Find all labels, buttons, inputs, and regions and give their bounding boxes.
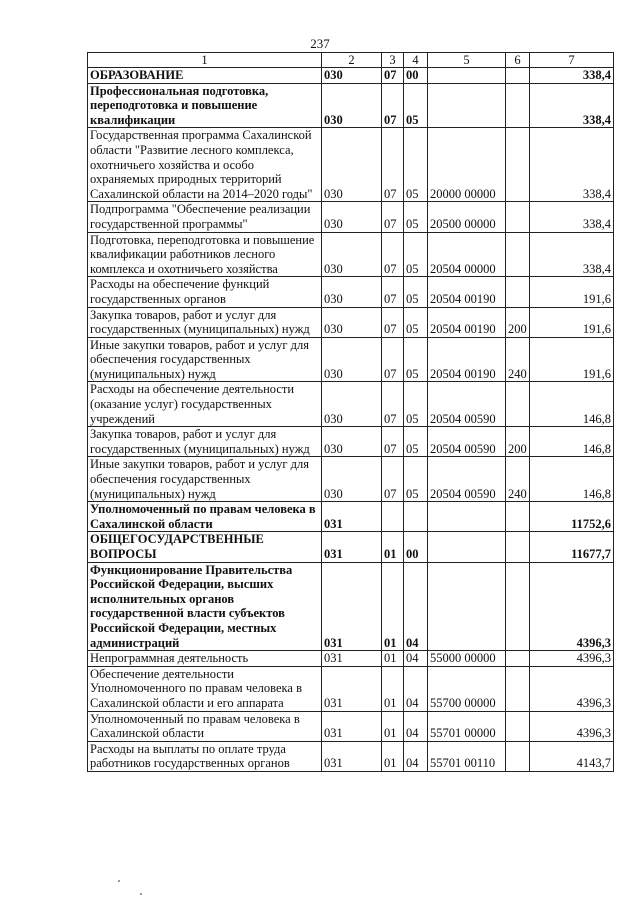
row-code-target: 55701 00110	[428, 741, 506, 771]
row-code-target: 20500 00000	[428, 202, 506, 232]
row-amount: 338,4	[530, 83, 614, 128]
row-code-section: 01	[382, 711, 404, 741]
row-code-subsection: 04	[404, 741, 428, 771]
row-code-admin: 031	[322, 532, 382, 562]
row-code-subsection	[404, 502, 428, 532]
table-row	[88, 741, 614, 771]
row-code-section: 01	[382, 666, 404, 711]
row-code-expense	[506, 277, 530, 307]
table-row	[88, 457, 614, 502]
row-code-expense	[506, 741, 530, 771]
row-name: Подпрограмма "Обеспечение реализации государственной программы"	[88, 202, 322, 232]
row-code-expense: 200	[506, 307, 530, 337]
row-code-target: 55700 00000	[428, 666, 506, 711]
row-code-section: 07	[382, 83, 404, 128]
row-name: Расходы на обеспечение функций государственных органов	[88, 277, 322, 307]
row-amount: 338,4	[530, 128, 614, 202]
row-code-subsection: 04	[404, 711, 428, 741]
row-code-section: 07	[382, 277, 404, 307]
row-code-admin: 030	[322, 68, 382, 84]
table-row	[88, 277, 614, 307]
row-code-expense	[506, 711, 530, 741]
row-code-target	[428, 502, 506, 532]
row-name: Государственная программа Сахалинской области "Развитие лесного комплекса, охотничьего хозяйства и особо охраняемых природных территорий Сахалинской области на 2014–2020 годы"	[88, 128, 322, 202]
row-code-subsection: 05	[404, 382, 428, 427]
row-amount: 4396,3	[530, 711, 614, 741]
table-row	[88, 427, 614, 457]
row-name: Расходы на обеспечение деятельности (оказание услуг) государственных учреждений	[88, 382, 322, 427]
row-amount: 338,4	[530, 68, 614, 84]
row-code-target: 20000 00000	[428, 128, 506, 202]
row-code-subsection: 05	[404, 457, 428, 502]
row-code-expense	[506, 532, 530, 562]
row-name: Иные закупки товаров, работ и услуг для обеспечения государственных (муниципальных) нужд	[88, 457, 322, 502]
row-code-section: 07	[382, 337, 404, 382]
row-code-target	[428, 68, 506, 84]
row-code-target: 20504 00590	[428, 457, 506, 502]
table-row	[88, 562, 614, 651]
row-code-expense: 240	[506, 457, 530, 502]
row-name: Обеспечение деятельности Уполномоченного по правам человека в Сахалинской области и его аппарата	[88, 666, 322, 711]
table-row	[88, 711, 614, 741]
row-name: ОБРАЗОВАНИЕ	[88, 68, 322, 84]
row-code-section: 01	[382, 562, 404, 651]
row-amount: 4396,3	[530, 651, 614, 667]
row-code-admin: 030	[322, 83, 382, 128]
row-code-section: 07	[382, 457, 404, 502]
row-name: Профессиональная подготовка, переподготовка и повышение квалификации	[88, 83, 322, 128]
row-code-admin: 031	[322, 651, 382, 667]
column-header: 1	[88, 53, 322, 68]
row-code-admin: 030	[322, 427, 382, 457]
budget-table	[87, 52, 614, 772]
table-row	[88, 337, 614, 382]
row-code-subsection: 05	[404, 83, 428, 128]
table-row	[88, 382, 614, 427]
header-row	[88, 53, 614, 68]
column-header: 2	[322, 53, 382, 68]
row-code-admin: 030	[322, 128, 382, 202]
column-header: 5	[428, 53, 506, 68]
row-amount: 191,6	[530, 307, 614, 337]
row-amount: 11752,6	[530, 502, 614, 532]
row-code-subsection: 00	[404, 68, 428, 84]
row-code-expense	[506, 562, 530, 651]
row-code-admin: 030	[322, 307, 382, 337]
row-code-target	[428, 532, 506, 562]
row-code-subsection: 00	[404, 532, 428, 562]
row-code-admin: 031	[322, 502, 382, 532]
row-code-expense	[506, 382, 530, 427]
row-code-target: 55000 00000	[428, 651, 506, 667]
row-code-section: 07	[382, 202, 404, 232]
row-code-admin: 031	[322, 562, 382, 651]
row-code-subsection: 04	[404, 651, 428, 667]
row-code-section: 07	[382, 68, 404, 84]
row-amount: 146,8	[530, 427, 614, 457]
row-code-section: 01	[382, 741, 404, 771]
table-row	[88, 202, 614, 232]
row-code-admin: 030	[322, 202, 382, 232]
table-row	[88, 651, 614, 667]
column-header: 7	[530, 53, 614, 68]
row-code-section: 07	[382, 128, 404, 202]
table-row	[88, 532, 614, 562]
column-header: 3	[382, 53, 404, 68]
row-amount: 338,4	[530, 232, 614, 277]
row-amount: 4143,7	[530, 741, 614, 771]
row-code-subsection: 05	[404, 307, 428, 337]
row-name: Функционирование Правительства Российской Федерации, высших исполнительных органов государственной власти субъектов Российской Федерации, местных администраций	[88, 562, 322, 651]
page-number: 237	[310, 36, 330, 51]
row-code-target	[428, 83, 506, 128]
row-name: Закупка товаров, работ и услуг для государственных (муниципальных) нужд	[88, 307, 322, 337]
row-code-admin: 030	[322, 457, 382, 502]
table-row	[88, 232, 614, 277]
row-code-admin: 030	[322, 232, 382, 277]
row-code-admin: 031	[322, 711, 382, 741]
row-code-section: 07	[382, 232, 404, 277]
column-header: 6	[506, 53, 530, 68]
row-code-target: 20504 00190	[428, 307, 506, 337]
scan-artifact	[140, 893, 142, 895]
table-row	[88, 666, 614, 711]
row-name: ОБЩЕГОСУДАРСТВЕННЫЕ ВОПРОСЫ	[88, 532, 322, 562]
row-code-target: 20504 00190	[428, 277, 506, 307]
column-header: 4	[404, 53, 428, 68]
row-code-expense: 240	[506, 337, 530, 382]
row-code-admin: 031	[322, 666, 382, 711]
row-code-target: 55701 00000	[428, 711, 506, 741]
row-code-expense	[506, 666, 530, 711]
row-name: Расходы на выплаты по оплате труда работников государственных органов	[88, 741, 322, 771]
row-name: Подготовка, переподготовка и повышение квалификации работников лесного комплекса и охотничьего хозяйства	[88, 232, 322, 277]
table-row	[88, 307, 614, 337]
row-code-admin: 030	[322, 337, 382, 382]
row-code-subsection: 05	[404, 128, 428, 202]
row-code-target	[428, 562, 506, 651]
row-code-expense	[506, 232, 530, 277]
row-code-subsection: 05	[404, 427, 428, 457]
row-code-subsection: 05	[404, 337, 428, 382]
row-amount: 11677,7	[530, 532, 614, 562]
row-amount: 146,8	[530, 457, 614, 502]
row-code-expense	[506, 202, 530, 232]
row-code-expense	[506, 83, 530, 128]
row-code-expense	[506, 68, 530, 84]
row-code-expense: 200	[506, 427, 530, 457]
row-code-subsection: 04	[404, 666, 428, 711]
row-code-admin: 031	[322, 741, 382, 771]
row-code-target: 20504 00190	[428, 337, 506, 382]
row-code-expense	[506, 651, 530, 667]
table-row	[88, 68, 614, 84]
scan-artifact	[118, 880, 120, 882]
table-row	[88, 502, 614, 532]
row-code-expense	[506, 128, 530, 202]
row-code-section: 07	[382, 382, 404, 427]
row-amount: 146,8	[530, 382, 614, 427]
table-row	[88, 128, 614, 202]
row-amount: 4396,3	[530, 562, 614, 651]
row-amount: 191,6	[530, 337, 614, 382]
row-name: Уполномоченный по правам человека в Сахалинской области	[88, 711, 322, 741]
row-code-subsection: 04	[404, 562, 428, 651]
row-name: Уполномоченный по правам человека в Сахалинской области	[88, 502, 322, 532]
row-code-admin: 030	[322, 277, 382, 307]
row-code-subsection: 05	[404, 232, 428, 277]
table-row	[88, 83, 614, 128]
row-code-target: 20504 00000	[428, 232, 506, 277]
row-code-section: 07	[382, 307, 404, 337]
row-code-target: 20504 00590	[428, 427, 506, 457]
row-amount: 338,4	[530, 202, 614, 232]
row-amount: 4396,3	[530, 666, 614, 711]
row-code-section: 07	[382, 427, 404, 457]
row-amount: 191,6	[530, 277, 614, 307]
row-code-admin: 030	[322, 382, 382, 427]
row-code-target: 20504 00590	[428, 382, 506, 427]
row-code-section	[382, 502, 404, 532]
row-name: Непрограммная деятельность	[88, 651, 322, 667]
row-code-subsection: 05	[404, 277, 428, 307]
row-code-expense	[506, 502, 530, 532]
row-code-section: 01	[382, 651, 404, 667]
row-name: Закупка товаров, работ и услуг для государственных (муниципальных) нужд	[88, 427, 322, 457]
row-name: Иные закупки товаров, работ и услуг для обеспечения государственных (муниципальных) нужд	[88, 337, 322, 382]
row-code-section: 01	[382, 532, 404, 562]
row-code-subsection: 05	[404, 202, 428, 232]
